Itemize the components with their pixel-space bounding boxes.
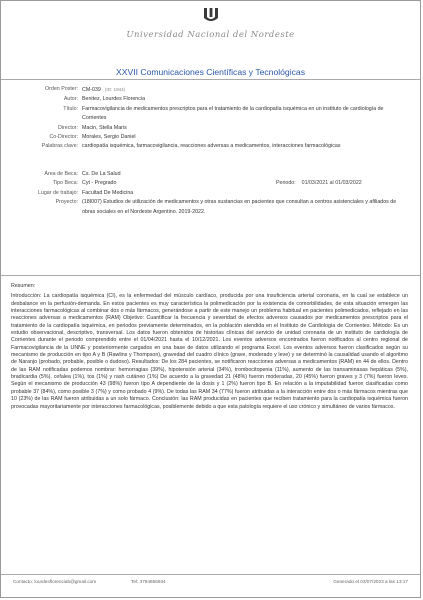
proyecto-row	[1, 198, 420, 217]
tipo-beca-row	[1, 179, 420, 188]
resumen-title: Resumen:	[11, 283, 36, 289]
autor-label: Autor:	[63, 96, 78, 103]
area-beca-label: Área de Beca:	[44, 171, 78, 177]
periodo-label: Periodo:	[276, 180, 296, 187]
resumen-section	[11, 283, 408, 411]
orden-poster-label: Orden Poster:	[45, 86, 78, 92]
palabras-clave-label: Palabras clave:	[41, 143, 78, 150]
director-label: Director:	[57, 124, 78, 131]
lugar-trabajo-label: Lugar de trabajo:	[37, 189, 78, 196]
director-value: Macin, Stella Maris	[82, 124, 127, 131]
footer-divider	[1, 574, 420, 575]
university-crest-icon	[203, 7, 219, 23]
resumen-divider	[1, 275, 420, 276]
titulo-label: Título:	[63, 105, 78, 112]
contact-email: Contacto: lourdesflorenciab@gmail.com	[13, 579, 97, 584]
conference-title: XXVII Comunicaciones Científicas y Tecnológicas	[116, 67, 305, 77]
director-row	[1, 124, 420, 133]
codirector-row	[1, 133, 420, 142]
resumen-text: Introducción: La cardiopatía isquémica (CI), es la enfermedad del músculo cardíaco, producida por una insuficiencia arterial coronaria, en la cual se establece un desbalance en la perfusión-demanda. En estos pacientes es muy característica la polimedicación por la existencia de comorbilidades, de esta situación emergen las interacciones farmacológicas al combinar dos o más fármacos, generándose a partir de este manejo un problema habitual en pacientes polimedicados, reflejado en las reacciones adversas a medicamentos (RAM) Objetivo: Cuantificar la frecuencia y severidad de efectos adversos causados por medicamentos prescriptos para el tratamiento de la cardiopatía isquémica, en periodos previamente determinados, en la población atendida en el Instituto de Cardiología de Corrientes. Método: Es un estudio observacional, descriptivo, transversal. Los datos fueron obtenidos de historias clínicas del servicio de unidad coronaria de un instituto de cardiología de Corrientes durante el periodo comprendido entre el 01/04/2021 hasta el 10/12/2021. Los eventos adversos encontrados fueron notificados al centro regional de Farmacovigilancia de la UNNE y posteriormente cargados en una base de datos utilizando el programa Excel. Los eventos adversos fueron clasificados según su mecanismo de producción en tipo A y B (Rawlins y Thompson), gravedad del cuadro clínico (grave, moderado y leve) y se determinó la causalidad usando el algoritmo de Naranjo (probado, probable, posible o dudoso). Resultados: De los 284 pacientes, se notificaron reacciones adversas a medicamentos (RAM) en 44 de ellos. Dentro de las RAM notificadas podemos nombrar: hemorragias (39%), hipotensión arterial (34%), trombocitopenia (11%), aumento de las transaminasas hepáticas (5%), bradicardia (5%), cefalea (1%), tos (1%) y rash cutáneo (1%) De acuerdo a la gravedad 21 (48%) fueron moderadas, 20 (45%) fueron graves y 3 (7%) fueron leves. Según el mecanismo de producción 43 (98%) fueron tipo A dependiente de la dosis y 1 (2%) fueron tipo B. En relación a la imputabilidad fueron clasificadas como probable 37 (84%), como posible 3 (7%) y como probado 4 (9%). De todas las RAM 34 (77%) fueron atribuidas a la interacción entre dos o más fármacos mientras que 10 (23%) de las RAM fueron atribuidas a un solo fármaco. Conclusión: las RAM producidas en pacientes que reciben tratamiento para la cardiopatía isquémica fueron provocadas mayoritariamente por interacciones farmacológicas, posiblemente debido a que esta patología requiere el uso crónico y simultáneo de varios fármacos.	[11, 293, 408, 410]
university-header	[1, 7, 420, 40]
title-divider	[1, 79, 420, 80]
area-beca-row	[1, 170, 420, 179]
autor-row	[1, 95, 420, 104]
lugar-trabajo-row	[1, 189, 420, 198]
periodo-value: 01/03/2021 al 01/03/2022	[301, 180, 362, 187]
titulo-row	[1, 105, 420, 124]
contact-phone: Tel: 3794856934	[131, 579, 166, 584]
poster-metadata	[1, 85, 420, 152]
tipo-beca-label: Tipo Beca:	[52, 180, 78, 187]
tipo-beca-value: Cyt - Pregrado	[82, 180, 117, 187]
proyecto-value: (18I007) Estudios de utilización de medicamentos y otras sustancias en pacientes que consultan a centros asistenciales y afiliados de obras sociales en el Nordeste Argentino. 2019-2022.	[82, 199, 397, 215]
generated-date: Generado el 03/07/2023 a las 13:17	[333, 579, 408, 584]
area-beca-value: Cs. De La Salud	[82, 171, 121, 177]
beca-metadata	[1, 170, 420, 217]
palabras-clave-row	[1, 142, 420, 151]
orden-poster-value: CM-039	[82, 87, 101, 93]
codirector-value: Morales, Sergio Daniel	[82, 134, 136, 141]
proyecto-label: Proyecto:	[55, 199, 78, 206]
periodo	[276, 179, 362, 188]
lugar-trabajo-value: Facultad De Medicina	[82, 189, 134, 196]
codirector-label: Co-Director:	[49, 134, 78, 141]
titulo-value: Farmacovigilancia de medicamentos prescriptos para el tratamiento de la cardiopatía isquémica en un instituto de cardiología de Corrientes	[82, 105, 384, 122]
autor-value: Benitez, Lourdes Florencia	[82, 96, 146, 103]
poster-id: (ID: 1944)	[104, 87, 126, 92]
university-name: Universidad Nacional del Nordeste	[126, 30, 295, 40]
orden-poster-row	[1, 85, 420, 95]
palabras-clave-value: cardiopatía isquémica, farmacovigilancia, reacciones adversas a medicamentos, interacciones farmacológicas	[82, 143, 341, 150]
